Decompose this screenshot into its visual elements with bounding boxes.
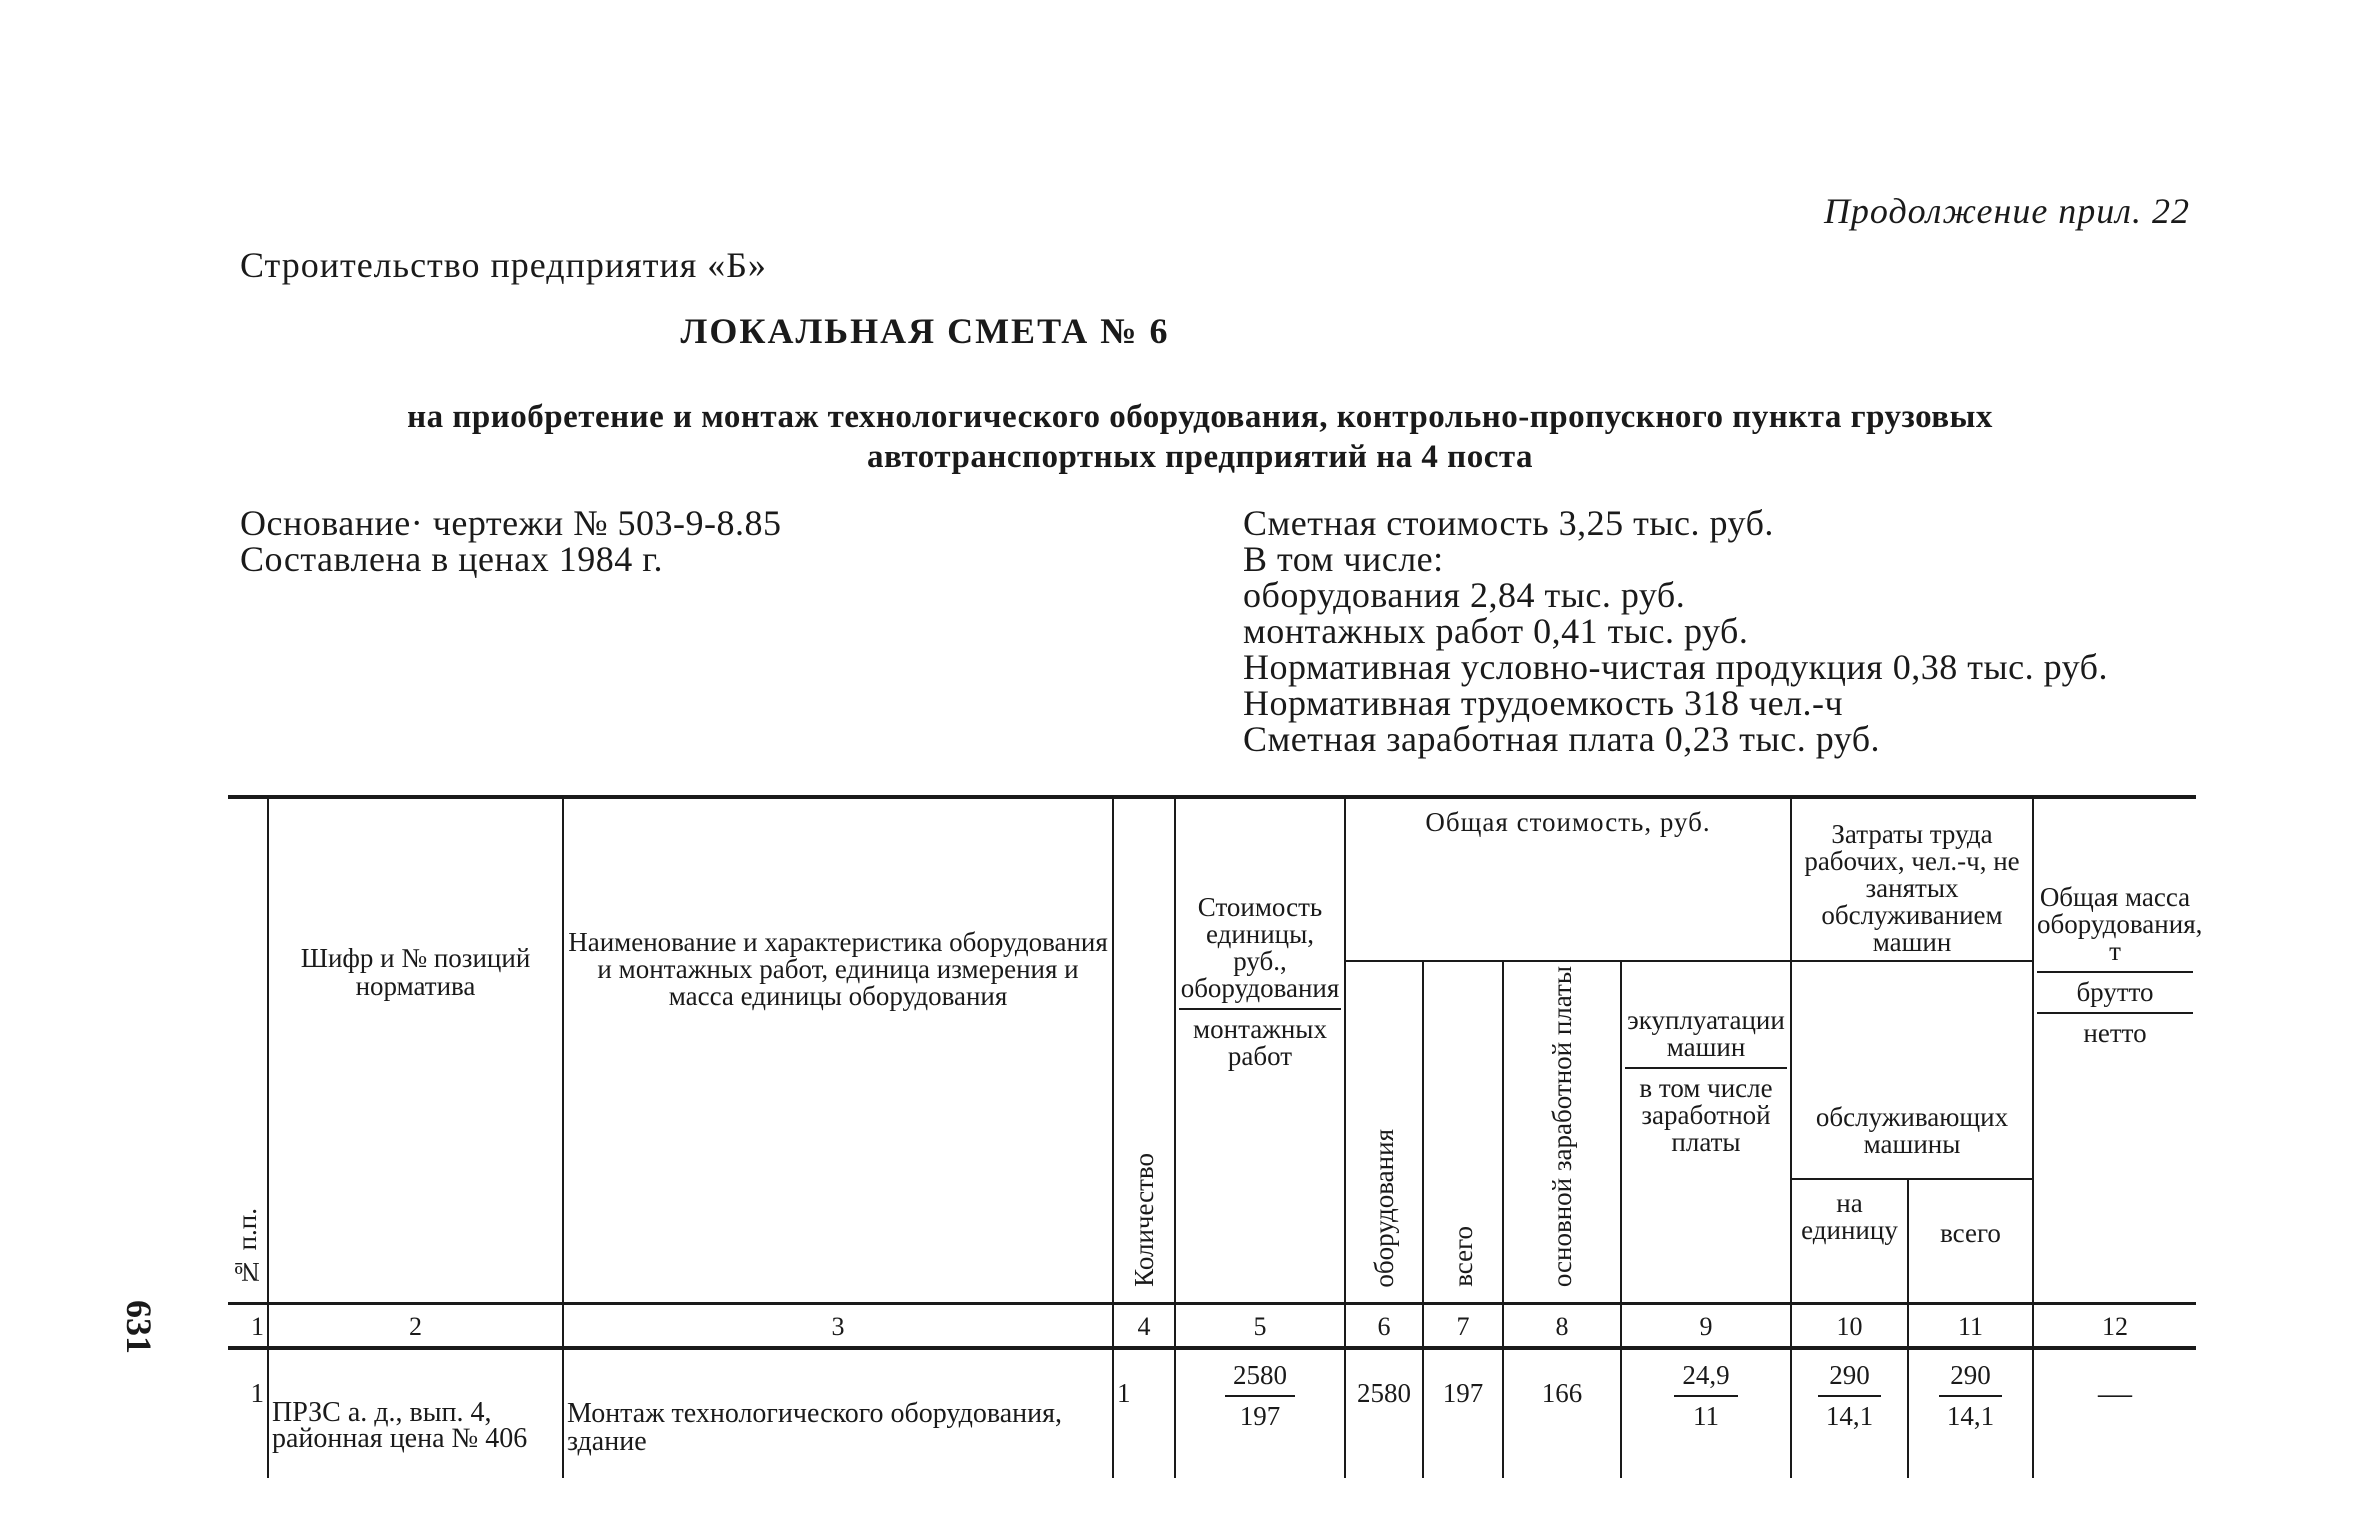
row-labor-per-unit [1791,1348,1908,1478]
page-number: 631 [119,1300,159,1354]
column-number: 2 [268,1304,563,1349]
column-numbers-row [228,1304,2196,1349]
header-per-unit: на единицу [1791,1179,1908,1304]
labor-per-unit-bottom: 14,1 [1825,1401,1874,1432]
column-number: 1 [228,1304,268,1349]
continuation-note: Продолжение прил. 22 [1823,191,2190,231]
row-mass: — [2033,1348,2196,1478]
table-row [228,1348,2196,1478]
header-code: Шифр и № позиций норматива [268,797,563,1304]
header-quantity: Количество [1113,797,1175,1304]
cost-labor-intensity: Нормативная трудоемкость 318 чел.-ч [1243,683,1844,723]
header-base-wage: основной заработной платы [1503,961,1621,1304]
unit-cost-installation: 197 [1239,1401,1281,1432]
labor-total-top: 290 [1939,1362,2002,1397]
row-labor-total [1908,1348,2033,1478]
cost-wages: Сметная заработная плата 0,23 тыс. руб. [1243,719,1881,759]
table-body [228,1304,2196,1479]
document-subtitle [300,397,2100,477]
row-total-cost: 197 [1423,1348,1503,1478]
row-code: ПРЗС а. д., вып. 4, районная цена № 406 [268,1348,563,1478]
basis-prices: Составлена в ценах 1984 г. [240,539,663,579]
row-unit-cost [1175,1348,1345,1478]
labor-total-bottom: 14,1 [1946,1401,1995,1432]
header-equipment: оборудования [1345,961,1423,1304]
basis-drawings: Основание· чертежи № 503-9-8.85 [240,503,782,543]
column-number: 10 [1791,1304,1908,1349]
header-mass: Общая масса оборудования, т брутто нетто [2033,797,2196,1304]
column-number: 6 [1345,1304,1423,1349]
row-name: Монтаж технологического оборудования, здание [563,1348,1113,1478]
machines-wage: 11 [1693,1401,1719,1432]
subtitle-line-1: на приобретение и монтаж технологического оборудования, контрольно-пропускного пункта грузовых [407,399,1993,435]
row-equipment-cost: 2580 [1345,1348,1423,1478]
cost-including: В том числе: [1243,539,1444,579]
column-number: 7 [1423,1304,1503,1349]
table-header [228,797,2203,1304]
cost-summary [1243,505,2108,757]
document-title: ЛОКАЛЬНАЯ СМЕТА № 6 [680,311,1170,351]
estimate-table [228,795,2203,1478]
row-quantity: 1 [1113,1348,1175,1478]
header-labor-total: всего [1908,1179,2033,1304]
column-number: 4 [1113,1304,1175,1349]
machines-cost: 24,9 [1674,1362,1737,1397]
row-base-wage: 166 [1503,1348,1621,1478]
cost-net-product: Нормативная условно-чистая продукция 0,38 тыс. руб. [1243,647,2108,687]
header-unit-cost: Стоимость единицы, руб., оборудования монтажных работ [1175,797,1345,1304]
column-number: 8 [1503,1304,1621,1349]
basis-block [240,505,782,577]
organization-name: Строительство предприятия «Б» [240,245,767,285]
column-number: 11 [1908,1304,2033,1349]
header-labor-group: Затраты труда рабочих, чел.-ч, не занятых обслуживанием машин [1791,797,2033,961]
column-number: 5 [1175,1304,1345,1349]
header-row-number: № п.п. [228,797,268,1304]
column-number: 9 [1621,1304,1791,1349]
subtitle-line-2: автотранспортных предприятий на 4 поста [867,439,1533,475]
column-number: 12 [2033,1304,2196,1349]
header-total-cost-group: Общая стоимость, руб. [1345,797,1791,961]
cost-equipment: оборудования 2,84 тыс. руб. [1243,575,1686,615]
row-number: 1 [228,1348,268,1478]
cost-total: Сметная стоимость 3,25 тыс. руб. [1243,503,1774,543]
header-total: всего [1423,961,1503,1304]
header-labor-sub: обслуживающих машины [1791,961,2033,1179]
header-name: Наименование и характеристика оборудования и монтажных работ, единица измерения и масса единицы оборудования [563,797,1113,1304]
unit-cost-equipment: 2580 [1225,1362,1295,1397]
header-machines: экуплуатации машин в том числе заработной платы [1621,961,1791,1304]
column-number: 3 [563,1304,1113,1349]
row-machines [1621,1348,1791,1478]
cost-installation: монтажных работ 0,41 тыс. руб. [1243,611,1749,651]
labor-per-unit-top: 290 [1818,1362,1881,1397]
